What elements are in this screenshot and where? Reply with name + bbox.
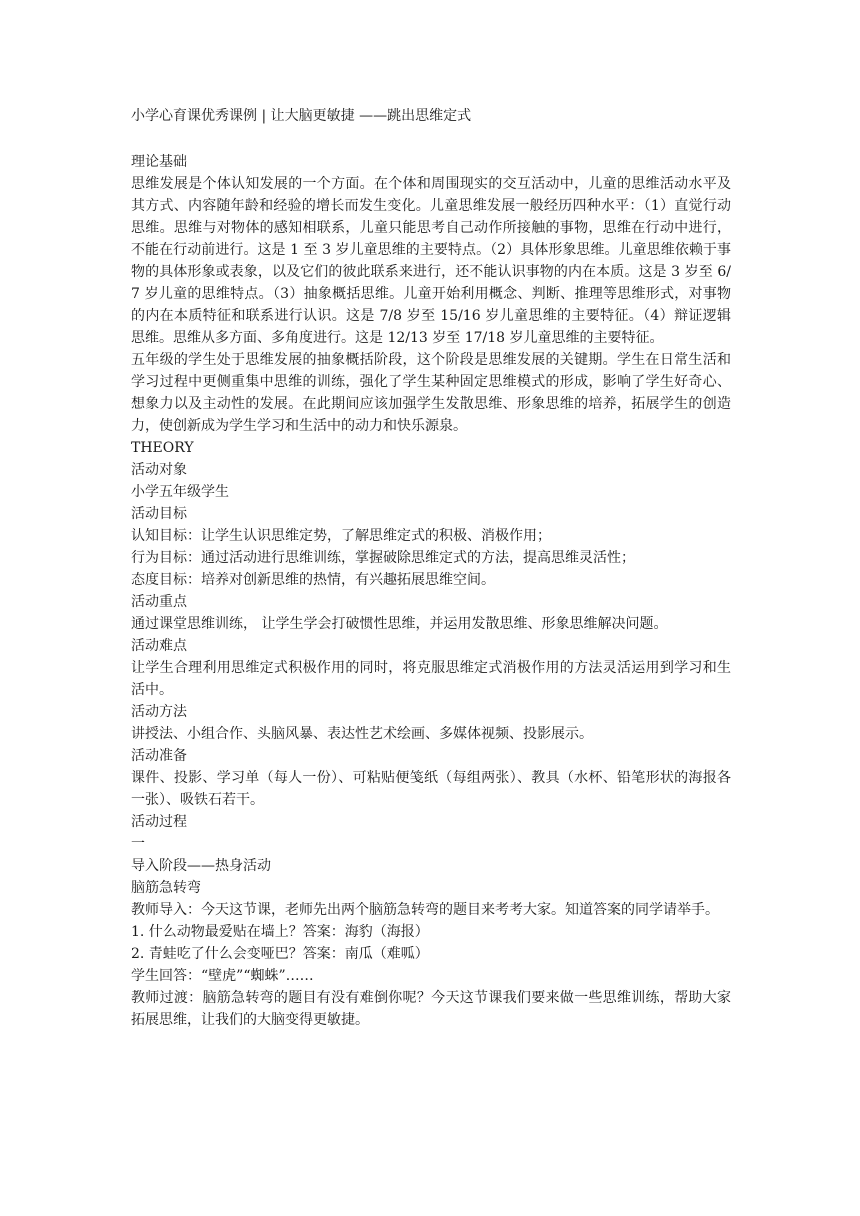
section-number: 一 — [131, 836, 145, 852]
text-teacher-intro: 教师导入：今天这节课，老师先出两个脑筋急转弯的题目来考考大家。知道答案的同学请举手。 — [131, 902, 719, 918]
text-preparation: 课件、投影、学习单（每人一份）、可粘贴便笺纸（每组两张）、教具（水杯、铅笔形状的海报各一张）、吸铁石若干。 — [131, 770, 731, 808]
list-item-question-2: 2. 青蛙吃了什么会变哑巴？答案：南瓜（难呱） — [131, 946, 429, 962]
heading-intro-stage: 导入阶段——热身活动 — [131, 858, 271, 874]
goal-behavior: 行为目标：通过活动进行思维训练，掌握破除思维定式的方法，提高思维灵活性； — [131, 550, 635, 566]
text-student-answer: 学生回答：“壁虎”“蜘蛛”…… — [131, 968, 314, 984]
heading-theory-basis: 理论基础 — [131, 154, 187, 170]
heading-brain-teaser: 脑筋急转弯 — [131, 880, 201, 896]
goal-attitude: 态度目标：培养对创新思维的热情，有兴趣拓展思维空间。 — [131, 572, 495, 588]
heading-activity-target: 活动对象 — [131, 462, 187, 478]
document-body — [131, 151, 731, 1031]
heading-preparation: 活动准备 — [131, 748, 187, 764]
text-teacher-transition: 教师过渡：脑筋急转弯的题目有没有难倒你呢？今天这节课我们要来做一些思维训练，帮助大家拓展思维，让我们的大脑变得更敏捷。 — [131, 990, 731, 1028]
text-activity-target: 小学五年级学生 — [131, 484, 229, 500]
heading-process: 活动过程 — [131, 814, 187, 830]
text-key-point: 通过课堂思维训练， 让学生学会打破惯性思维，并运用发散思维、形象思维解决问题。 — [131, 616, 668, 632]
heading-key-point: 活动重点 — [131, 594, 187, 610]
label-theory: THEORY — [131, 440, 194, 456]
text-methods: 讲授法、小组合作、头脑风暴、表达性艺术绘画、多媒体视频、投影展示。 — [131, 726, 593, 742]
document-title: 小学心育课优秀课例 | 让大脑更敏捷 ——跳出思维定式 — [131, 108, 472, 124]
list-item-question-1: 1. 什么动物最爱贴在墙上？答案：海豹（海报） — [131, 924, 429, 940]
heading-activity-goals: 活动目标 — [131, 506, 187, 522]
paragraph-theory-1: 思维发展是个体认知发展的一个方面。在个体和周围现实的交互活动中，儿童的思维活动水平及其方式、内容随年龄和经验的增长而发生变化。儿童思维发展一般经历四种水平：（1）直觉行动思维。思维与对物体的感知相联系，儿童只能思考自己动作所接触的事物，思维在行动中进行，不能在行动前进行。这是 1 至 3 岁儿童思维的主要特点。（2）具体形象思维。儿童思维依赖于事物的具体形象或表象，以及它们的彼此联系来进行，还不能认识事物的内在本质。这是 3 岁至 6/7 岁儿童的思维特点。（3）抽象概括思维。儿童开始利用概念、判断、推理等思维形式，对事物的内在本质特征和联系进行认识。这是 7/8 岁至 15/16 岁儿童思维的主要特征。（4）辩证逻辑思维。思维从多方面、多角度进行。这是 12/13 岁至 17/18 岁儿童思维的主要特征。 — [131, 176, 731, 346]
goal-cognitive: 认知目标：让学生认识思维定势，了解思维定式的积极、消极作用； — [131, 528, 551, 544]
heading-methods: 活动方法 — [131, 704, 187, 720]
text-difficulty: 让学生合理利用思维定式积极作用的同时，将克服思维定式消极作用的方法灵活运用到学习和生活中。 — [131, 660, 731, 698]
paragraph-theory-2: 五年级的学生处于思维发展的抽象概括阶段，这个阶段是思维发展的关键期。学生在日常生活和学习过程中更侧重集中思维的训练，强化了学生某种固定思维模式的形成，影响了学生好奇心、想象力以及主动性的发展。在此期间应该加强学生发散思维、形象思维的培养，拓展学生的创造力，使创新成为学生学习和生活中的动力和快乐源泉。 — [131, 352, 731, 434]
heading-difficulty: 活动难点 — [131, 638, 187, 654]
